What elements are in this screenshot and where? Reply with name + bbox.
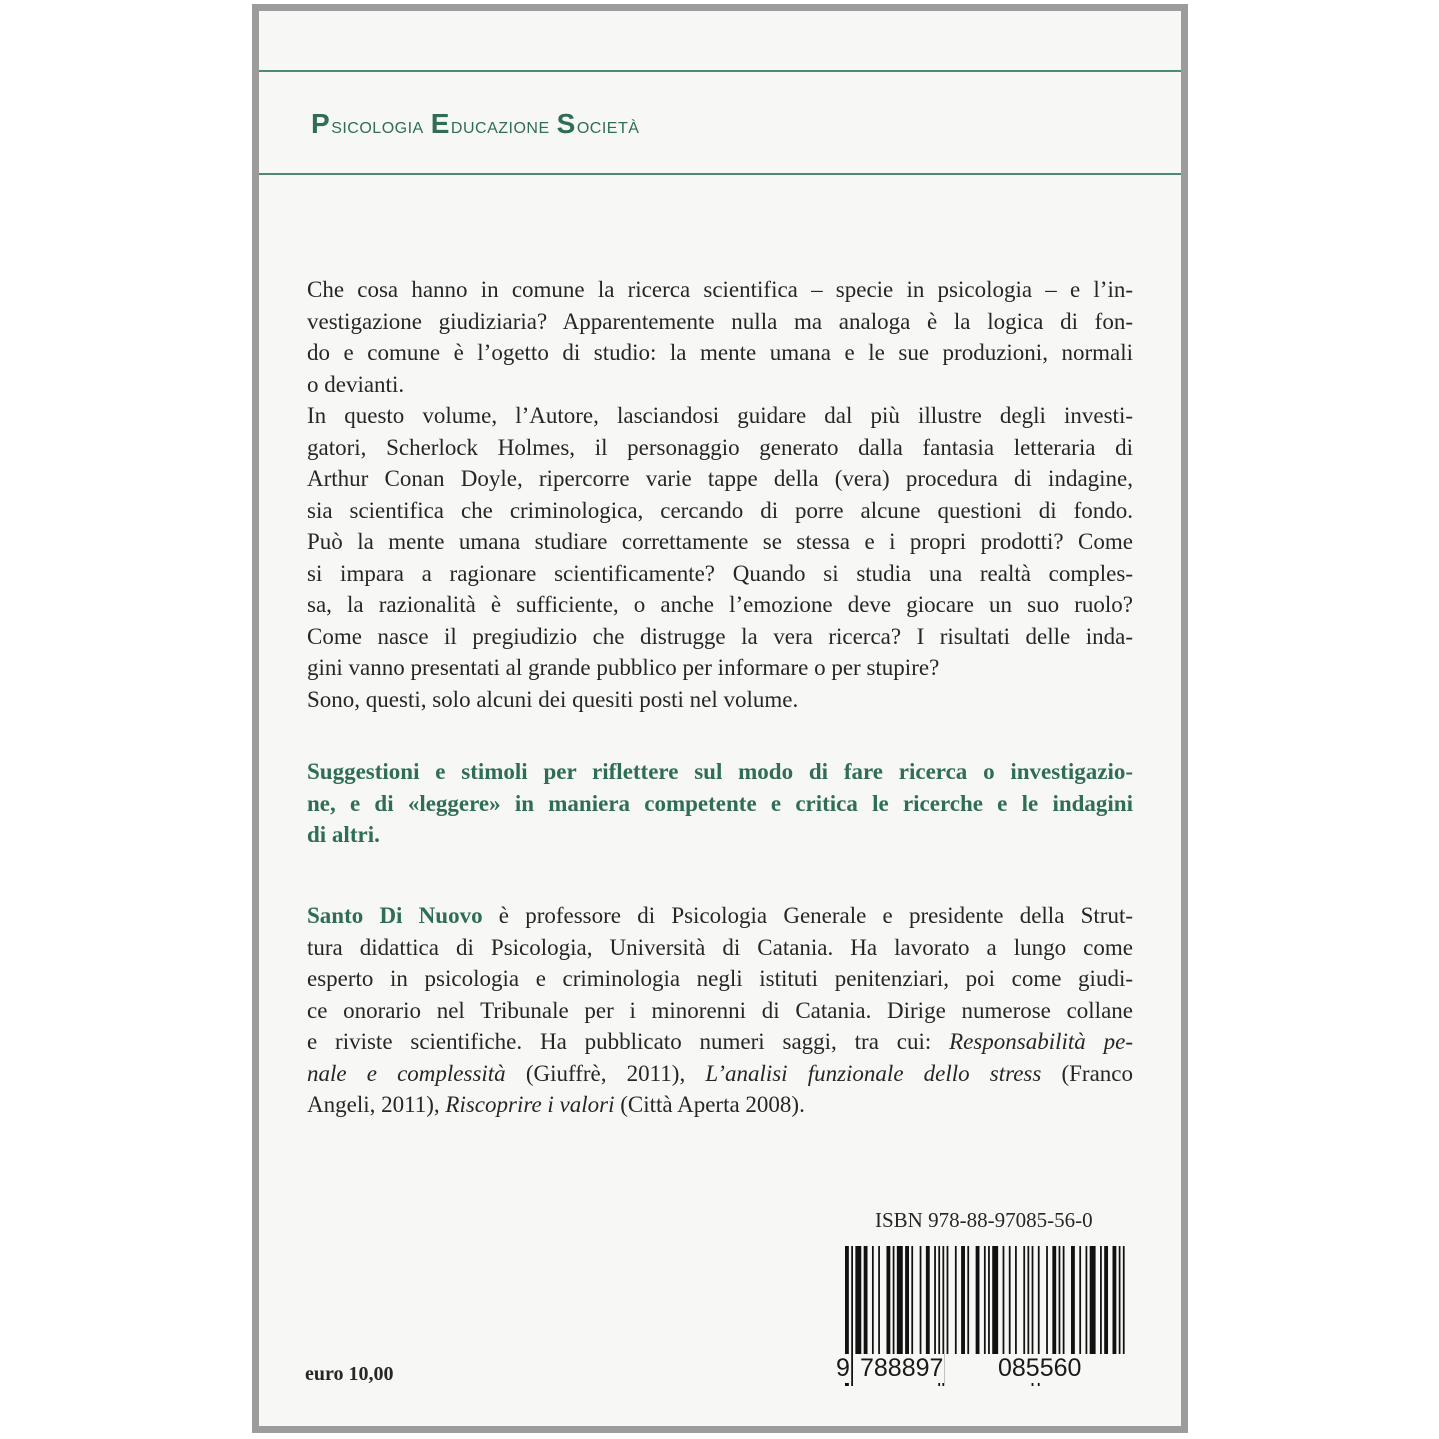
bio-text: (Franco	[1041, 1060, 1134, 1086]
barcode-bar	[1071, 1246, 1075, 1354]
bottom-rule	[259, 173, 1181, 175]
barcode-bar	[1015, 1246, 1017, 1354]
bio-text: Angeli, 2011),	[307, 1092, 446, 1117]
barcode-bar	[897, 1246, 903, 1354]
barcode-bar	[872, 1246, 874, 1354]
barcode-bar	[1009, 1246, 1011, 1354]
series-logo	[311, 110, 646, 138]
barcode-bar	[905, 1246, 909, 1354]
book-title: L’analisi funzionale dello stress	[705, 1060, 1042, 1086]
barcode-bar	[976, 1246, 980, 1354]
barcode-bar	[955, 1246, 957, 1354]
barcode-bar	[886, 1246, 890, 1354]
description-line: sa, la razionalità è sufficiente, o anche l’emozione deve giocare un suo ruolo?	[307, 592, 1133, 617]
description-line: In questo volume, l’Autore, lasciandosi guidare dal più illustre degli investi-	[307, 403, 1133, 428]
barcode-bar	[920, 1246, 922, 1354]
description-text	[307, 274, 1133, 715]
bio-text: e riviste scientifiche. Ha pubblicato numeri saggi, tra cui:	[307, 1029, 950, 1054]
barcode-group-left: 788897	[860, 1354, 944, 1382]
description-line: Sono, questi, solo alcuni dei quesiti posti nel volume.	[307, 686, 799, 712]
description-line: sia scientifica che criminologica, cercando di porre alcune questioni di fondo.	[307, 497, 1133, 523]
description-line: gatori, Scherlock Holmes, il personaggio generato dalla fantasia letteraria di	[307, 434, 1133, 460]
barcode-bar	[855, 1246, 861, 1354]
barcode-bar	[1112, 1246, 1116, 1354]
barcode-digit-first: 9	[836, 1354, 850, 1382]
series-initial-s: S	[556, 108, 576, 139]
series-initial-e: E	[430, 108, 450, 139]
bio-line	[307, 1058, 1133, 1090]
barcode-bar	[1046, 1246, 1048, 1354]
bio-text: (Città Aperta 2008).	[614, 1092, 805, 1117]
barcode-bar	[1100, 1246, 1102, 1354]
series-initial-p: P	[311, 108, 331, 139]
barcode-bar	[1003, 1246, 1005, 1354]
barcode-bar	[1086, 1246, 1088, 1354]
book-title: nale e complessità	[307, 1060, 506, 1086]
barcode-bar	[1119, 1246, 1121, 1354]
barcode-bar	[934, 1246, 936, 1354]
author-name: Santo Di Nuovo	[307, 903, 483, 928]
bio-line: esperto in psicologia e criminologia negli istituti penitenziari, poi come giudi-	[307, 966, 1133, 991]
series-word-societa: OCIETÀ	[576, 120, 640, 137]
top-rule	[259, 70, 1181, 72]
series-word-psicologia: SICOLOGIA	[331, 120, 424, 137]
tagline-line: ne, e di «leggere» in maniera competente e critica le ricerche e le indagini	[307, 790, 1133, 816]
barcode-bar	[1023, 1246, 1025, 1354]
price-label: euro 10,00	[305, 1363, 394, 1385]
barcode-bar	[947, 1246, 949, 1354]
description-line: do e comune è l’ogetto di studio: la mente umana e le sue produzioni, normali	[307, 340, 1133, 365]
bio-line	[307, 900, 1133, 932]
author-bio	[307, 900, 1133, 1121]
barcode-bar	[926, 1246, 930, 1354]
description-line: si impara a ragionare scientificamente? Quando si studia una realtà comples-	[307, 560, 1133, 586]
barcode-bar	[988, 1246, 990, 1354]
barcode-group-right: 085560	[998, 1354, 1082, 1382]
bio-line: ce onorario nel Tribunale per i minorenni di Catania. Dirige numerose collane	[307, 997, 1133, 1023]
description-line: vestigazione giudiziaria? Apparentemente nulla ma analoga è la logica di fon-	[307, 308, 1133, 334]
barcode-bar	[967, 1246, 969, 1354]
tagline-line: di altri.	[307, 822, 380, 847]
barcode-bar	[878, 1246, 880, 1354]
bio-line: tura didattica di Psicologia, Università di Catania. Ha lavorato a lungo come	[307, 934, 1133, 960]
description-line: gini vanno presentati al grande pubblico per informare o per stupire?	[307, 655, 940, 680]
series-word-educazione: DUCAZIONE	[450, 120, 550, 137]
barcode-bar	[1052, 1246, 1056, 1354]
barcode-bar	[911, 1246, 913, 1354]
bio-line	[307, 1089, 1133, 1121]
barcode-bar	[1059, 1246, 1061, 1354]
barcode-digits	[836, 1354, 1127, 1388]
barcode-bar	[1090, 1246, 1096, 1354]
barcode-bar	[893, 1246, 895, 1354]
isbn-label: ISBN 978-88-97085-56-0	[875, 1208, 1093, 1232]
barcode-bar	[1079, 1246, 1081, 1354]
description-line: o devianti.	[307, 371, 405, 397]
barcode-bar	[1123, 1246, 1125, 1354]
book-title: Responsabilità pe-	[949, 1029, 1133, 1054]
bio-text: è professore di Psicologia Generale e presidente della Strut-	[482, 903, 1133, 928]
description-line: Arthur Conan Doyle, ripercorre varie tappe della (vera) procedura di indagine,	[307, 466, 1133, 491]
bio-line	[307, 1026, 1133, 1058]
bio-text: (Giuffrè, 2011),	[505, 1060, 706, 1086]
tagline-line: Suggestioni e stimoli per riflettere sul modo di fare ricerca o investigazio-	[307, 759, 1133, 784]
barcode-bar	[992, 1246, 998, 1354]
description-line: Come nasce il pregiudizio che distrugge la vera ricerca? I risultati delle inda-	[307, 623, 1133, 649]
barcode-bar	[1027, 1246, 1029, 1354]
book-title: Riscoprire i valori	[445, 1092, 615, 1117]
barcode-bar	[984, 1246, 986, 1354]
barcode-bar	[1063, 1246, 1065, 1354]
barcode-bar	[864, 1246, 868, 1354]
description-line: Che cosa hanno in comune la ricerca scientifica – specie in psicologia – e l’in-	[307, 277, 1133, 302]
description-line: Può la mente umana studiare correttamente se stessa e i propri prodotti? Come	[307, 529, 1133, 554]
barcode-bar	[961, 1246, 965, 1354]
barcode-bar	[1104, 1246, 1108, 1354]
tagline-text	[307, 756, 1133, 851]
book-back-cover	[252, 4, 1188, 1433]
